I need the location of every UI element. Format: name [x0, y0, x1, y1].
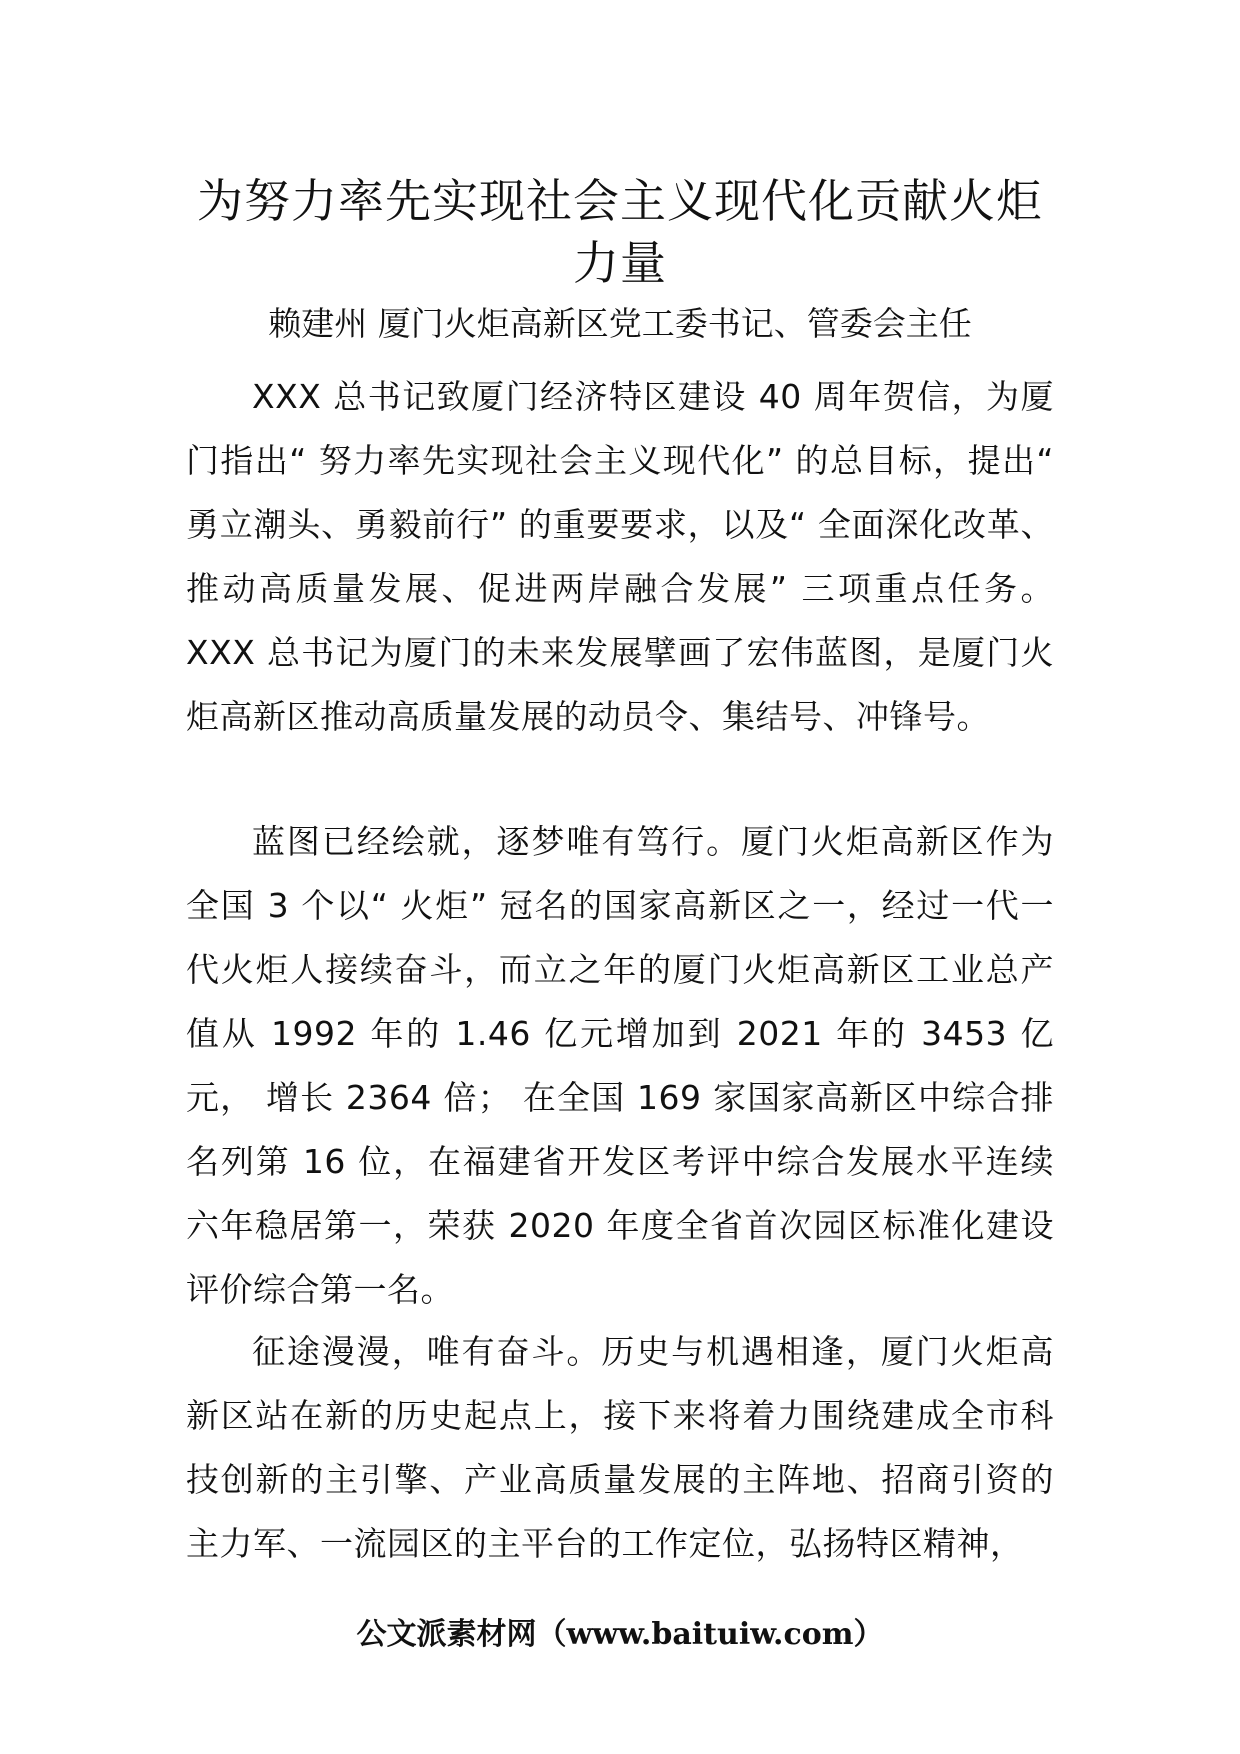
body-paragraph-1: XXX 总书记致厦门经济特区建设 40 周年贺信，为厦门指出“ 努力率先实现社会主义现代化” 的总目标，提出“ 勇立潮头、勇毅前行” 的重要要求，以及“ 全面深化改革、推动高质量发展、促进两岸融合发展” 三项重点任务。XXX 总书记为厦门的未来发展擘画了宏伟蓝图，是厦门火炬高新区推动高质量发展的动员令、集结号、冲锋号。 [186, 377, 1055, 736]
document-title-line-2: 力量 [573, 236, 667, 290]
footer-source-watermark: 公文派素材网（www.baituiw.com） [356, 1617, 884, 1652]
body-paragraph-3: 征途漫漫，唯有奋斗。历史与机遇相逢，厦门火炬高新区站在新的历史起点上，接下来将着力围绕建成全市科技创新的主引擎、产业高质量发展的主阵地、招商引资的主力军、一流园区的主平台的工作定位，弘扬特区精神， [186, 1332, 1054, 1563]
body-paragraph-2: 蓝图已经绘就，逐梦唯有笃行。厦门火炬高新区作为全国 3 个以“ 火炬” 冠名的国家高新区之一，经过一代一代火炬人接续奋斗，而立之年的厦门火炬高新区工业总产值从 1992 年的 1.46 亿元增加到 2021 年的 3453 亿元， 增长 2364 倍； 在全国 169 家国家高新区中综合排名列第 16 位，在福建省开发区考评中综合发展水平连续六年稳居第一，荣获 2020 年度全省首次园区标准化建设评价综合第一名。 [186, 822, 1054, 1309]
document-title-line-1: 为努力率先实现社会主义现代化贡献火炬 [197, 174, 1043, 228]
author-byline: 赖建州 厦门火炬高新区党工委书记、管委会主任 [268, 304, 972, 343]
